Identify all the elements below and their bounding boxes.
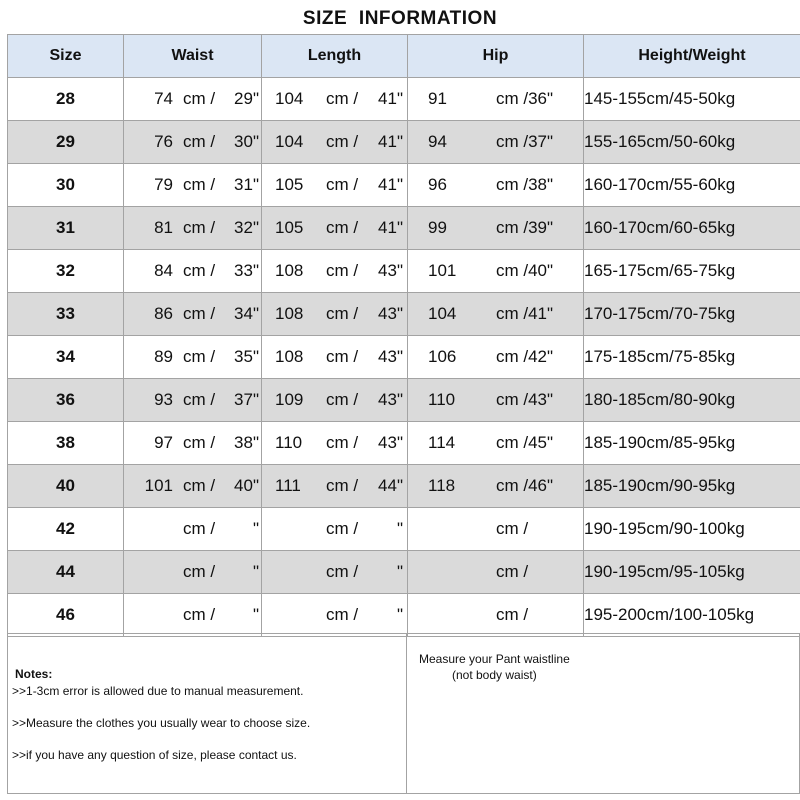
height-weight-cell: 155-165cm/50-60kg xyxy=(584,121,800,164)
length-cell xyxy=(262,121,408,164)
measure-box xyxy=(406,633,800,794)
hip-cell xyxy=(408,422,584,465)
waist-cell xyxy=(124,121,262,164)
waist-cell xyxy=(124,336,262,379)
hip-cell xyxy=(408,121,584,164)
height-weight-cell: 180-185cm/80-90kg xyxy=(584,379,800,422)
height-weight-cell: 165-175cm/65-75kg xyxy=(584,250,800,293)
table-row xyxy=(8,164,800,207)
notes-title: Notes: xyxy=(15,667,53,681)
hip-cm: 94 xyxy=(428,132,447,151)
waist-cm: 76 xyxy=(154,132,173,151)
length-unit: cm / xyxy=(326,132,359,151)
hip-cell xyxy=(408,78,584,121)
hip-cell xyxy=(408,379,584,422)
length-unit: cm / xyxy=(326,519,359,538)
waist-cm: 79 xyxy=(154,175,173,194)
length-unit: cm / xyxy=(326,562,359,581)
table-row xyxy=(8,508,800,551)
waist-inch: 40" xyxy=(234,476,259,495)
waist-cm: 86 xyxy=(154,304,173,323)
length-cm: 109 xyxy=(275,390,304,409)
size-cell: 29 xyxy=(8,121,124,164)
table-row xyxy=(8,121,800,164)
hip-cm: 104 xyxy=(428,304,457,323)
waist-cell xyxy=(124,594,262,637)
length-unit: cm / xyxy=(326,433,359,452)
length-cm: 108 xyxy=(275,261,304,280)
measure-note: (not body waist) xyxy=(452,668,537,682)
hip-inch: cm /46" xyxy=(496,476,554,495)
size-cell: 33 xyxy=(8,293,124,336)
length-cell xyxy=(262,465,408,508)
waist-cell xyxy=(124,78,262,121)
size-cell: 40 xyxy=(8,465,124,508)
length-cell xyxy=(262,164,408,207)
length-unit: cm / xyxy=(326,347,359,366)
header-height-weight: Height/Weight xyxy=(584,35,800,78)
waist-unit: cm / xyxy=(183,132,216,151)
length-unit: cm / xyxy=(326,304,359,323)
table-row xyxy=(8,336,800,379)
table-row xyxy=(8,293,800,336)
waist-inch: 32" xyxy=(234,218,259,237)
height-weight-cell: 175-185cm/75-85kg xyxy=(584,336,800,379)
hip-inch: cm /37" xyxy=(496,132,554,151)
size-cell: 31 xyxy=(8,207,124,250)
hip-inch: cm /38" xyxy=(496,175,554,194)
hip-cm: 106 xyxy=(428,347,457,366)
hip-inch: cm /42" xyxy=(496,347,554,366)
waist-unit: cm / xyxy=(183,175,216,194)
table-body xyxy=(8,78,800,637)
hip-cell xyxy=(408,336,584,379)
waist-inch: " xyxy=(252,519,259,538)
height-weight-cell: 190-195cm/95-105kg xyxy=(584,551,800,594)
length-unit: cm / xyxy=(326,605,359,624)
length-cell xyxy=(262,379,408,422)
waist-unit: cm / xyxy=(183,304,216,323)
length-cell xyxy=(262,422,408,465)
hip-inch: cm /43" xyxy=(496,390,554,409)
hip-inch: cm /41" xyxy=(496,304,554,323)
length-inch: 43" xyxy=(378,347,403,366)
length-cm: 104 xyxy=(275,89,304,108)
hip-cm: 91 xyxy=(428,89,447,108)
table-row xyxy=(8,465,800,508)
length-cell xyxy=(262,250,408,293)
note-item: >>if you have any question of size, please contact us. xyxy=(12,748,297,762)
size-cell: 42 xyxy=(8,508,124,551)
waist-cell xyxy=(124,293,262,336)
height-weight-cell: 190-195cm/90-100kg xyxy=(584,508,800,551)
waist-inch: 37" xyxy=(234,390,259,409)
waist-cm: 89 xyxy=(154,347,173,366)
length-inch: 41" xyxy=(378,218,403,237)
size-table xyxy=(7,34,800,637)
length-inch: 43" xyxy=(378,390,403,409)
waist-cm: 74 xyxy=(154,89,173,108)
table-row xyxy=(8,551,800,594)
waist-inch: 31" xyxy=(234,175,259,194)
waist-cell xyxy=(124,164,262,207)
table-row xyxy=(8,78,800,121)
length-cell xyxy=(262,336,408,379)
waist-cell xyxy=(124,551,262,594)
table-row xyxy=(8,379,800,422)
waist-unit: cm / xyxy=(183,519,216,538)
hip-cm: 118 xyxy=(428,476,456,495)
length-cell xyxy=(262,207,408,250)
waist-inch: " xyxy=(252,562,259,581)
table-row xyxy=(8,250,800,293)
hip-cm: 96 xyxy=(428,175,447,194)
hip-cell xyxy=(408,293,584,336)
length-inch: 41" xyxy=(378,132,403,151)
hip-inch: cm /45" xyxy=(496,433,554,452)
height-weight-cell: 160-170cm/55-60kg xyxy=(584,164,800,207)
waist-unit: cm / xyxy=(183,562,216,581)
waist-inch: 30" xyxy=(234,132,259,151)
waist-cell xyxy=(124,250,262,293)
page-title: SIZE INFORMATION xyxy=(302,8,498,29)
hip-cell xyxy=(408,250,584,293)
waist-cell xyxy=(124,379,262,422)
length-cell xyxy=(262,594,408,637)
height-weight-cell: 195-200cm/100-105kg xyxy=(584,594,800,637)
header-waist: Waist xyxy=(124,35,262,78)
length-inch: 44" xyxy=(378,476,403,495)
waist-inch: 33" xyxy=(234,261,259,280)
waist-inch: 29" xyxy=(234,89,259,108)
hip-cell xyxy=(408,551,584,594)
header-row xyxy=(8,35,800,78)
waist-inch: 35" xyxy=(234,347,259,366)
hip-cm: 110 xyxy=(428,390,456,409)
size-cell: 32 xyxy=(8,250,124,293)
waist-cm: 101 xyxy=(144,476,173,495)
hip-cell xyxy=(408,594,584,637)
length-inch: 43" xyxy=(378,433,403,452)
length-cell xyxy=(262,508,408,551)
waist-unit: cm / xyxy=(183,347,216,366)
size-cell: 30 xyxy=(8,164,124,207)
waist-unit: cm / xyxy=(183,433,216,452)
length-inch: 43" xyxy=(378,304,403,323)
hip-cell xyxy=(408,465,584,508)
height-weight-cell: 170-175cm/70-75kg xyxy=(584,293,800,336)
size-cell: 38 xyxy=(8,422,124,465)
hip-inch: cm /36" xyxy=(496,89,554,108)
hip-cm: 99 xyxy=(428,218,447,237)
length-cm: 111 xyxy=(275,476,301,495)
header-hip: Hip xyxy=(408,35,584,78)
hip-cell xyxy=(408,164,584,207)
waist-cell xyxy=(124,508,262,551)
hip-inch: cm /39" xyxy=(496,218,554,237)
waist-unit: cm / xyxy=(183,261,216,280)
hip-cm: 101 xyxy=(428,261,457,280)
length-cell xyxy=(262,293,408,336)
note-item: >>Measure the clothes you usually wear to choose size. xyxy=(12,716,311,730)
waist-unit: cm / xyxy=(183,218,216,237)
length-unit: cm / xyxy=(326,390,359,409)
waist-inch: 34" xyxy=(234,304,259,323)
length-inch: " xyxy=(396,605,403,624)
height-weight-cell: 185-190cm/90-95kg xyxy=(584,465,800,508)
waist-unit: cm / xyxy=(183,605,216,624)
waist-inch: " xyxy=(252,605,259,624)
length-inch: 43" xyxy=(378,261,403,280)
waist-cell xyxy=(124,422,262,465)
waist-unit: cm / xyxy=(183,476,216,495)
table-row xyxy=(8,207,800,250)
hip-inch: cm / xyxy=(496,562,529,581)
hip-inch: cm / xyxy=(496,519,529,538)
hip-inch: cm / xyxy=(496,605,529,624)
length-unit: cm / xyxy=(326,261,359,280)
waist-inch: 38" xyxy=(234,433,259,452)
table-row xyxy=(8,594,800,637)
height-weight-cell: 185-190cm/85-95kg xyxy=(584,422,800,465)
size-cell: 34 xyxy=(8,336,124,379)
waist-cm: 93 xyxy=(154,390,173,409)
length-cell xyxy=(262,551,408,594)
hip-cell xyxy=(408,508,584,551)
length-inch: 41" xyxy=(378,89,403,108)
waist-cm: 97 xyxy=(154,433,173,452)
height-weight-cell: 145-155cm/45-50kg xyxy=(584,78,800,121)
size-cell: 44 xyxy=(8,551,124,594)
waist-unit: cm / xyxy=(183,390,216,409)
measure-instruction: Measure your Pant waistline xyxy=(419,652,570,666)
waist-cm: 81 xyxy=(154,218,173,237)
waist-unit: cm / xyxy=(183,89,216,108)
length-unit: cm / xyxy=(326,89,359,108)
length-unit: cm / xyxy=(326,175,359,194)
length-cm: 110 xyxy=(275,433,303,452)
height-weight-cell: 160-170cm/60-65kg xyxy=(584,207,800,250)
header-length: Length xyxy=(262,35,408,78)
waist-cell xyxy=(124,207,262,250)
length-inch: " xyxy=(396,519,403,538)
table-row xyxy=(8,422,800,465)
length-unit: cm / xyxy=(326,218,359,237)
notes-box xyxy=(7,633,406,794)
waist-cm: 84 xyxy=(154,261,173,280)
hip-cell xyxy=(408,207,584,250)
length-inch: " xyxy=(396,562,403,581)
note-item: >>1-3cm error is allowed due to manual measurement. xyxy=(12,684,304,698)
size-cell: 46 xyxy=(8,594,124,637)
hip-inch: cm /40" xyxy=(496,261,554,280)
length-cm: 104 xyxy=(275,132,304,151)
length-unit: cm / xyxy=(326,476,359,495)
waist-cell xyxy=(124,465,262,508)
length-cell xyxy=(262,78,408,121)
length-cm: 105 xyxy=(275,175,304,194)
size-cell: 36 xyxy=(8,379,124,422)
size-cell: 28 xyxy=(8,78,124,121)
hip-cm: 114 xyxy=(428,433,456,452)
length-inch: 41" xyxy=(378,175,403,194)
length-cm: 105 xyxy=(275,218,304,237)
length-cm: 108 xyxy=(275,304,304,323)
length-cm: 108 xyxy=(275,347,304,366)
header-size: Size xyxy=(8,35,124,78)
